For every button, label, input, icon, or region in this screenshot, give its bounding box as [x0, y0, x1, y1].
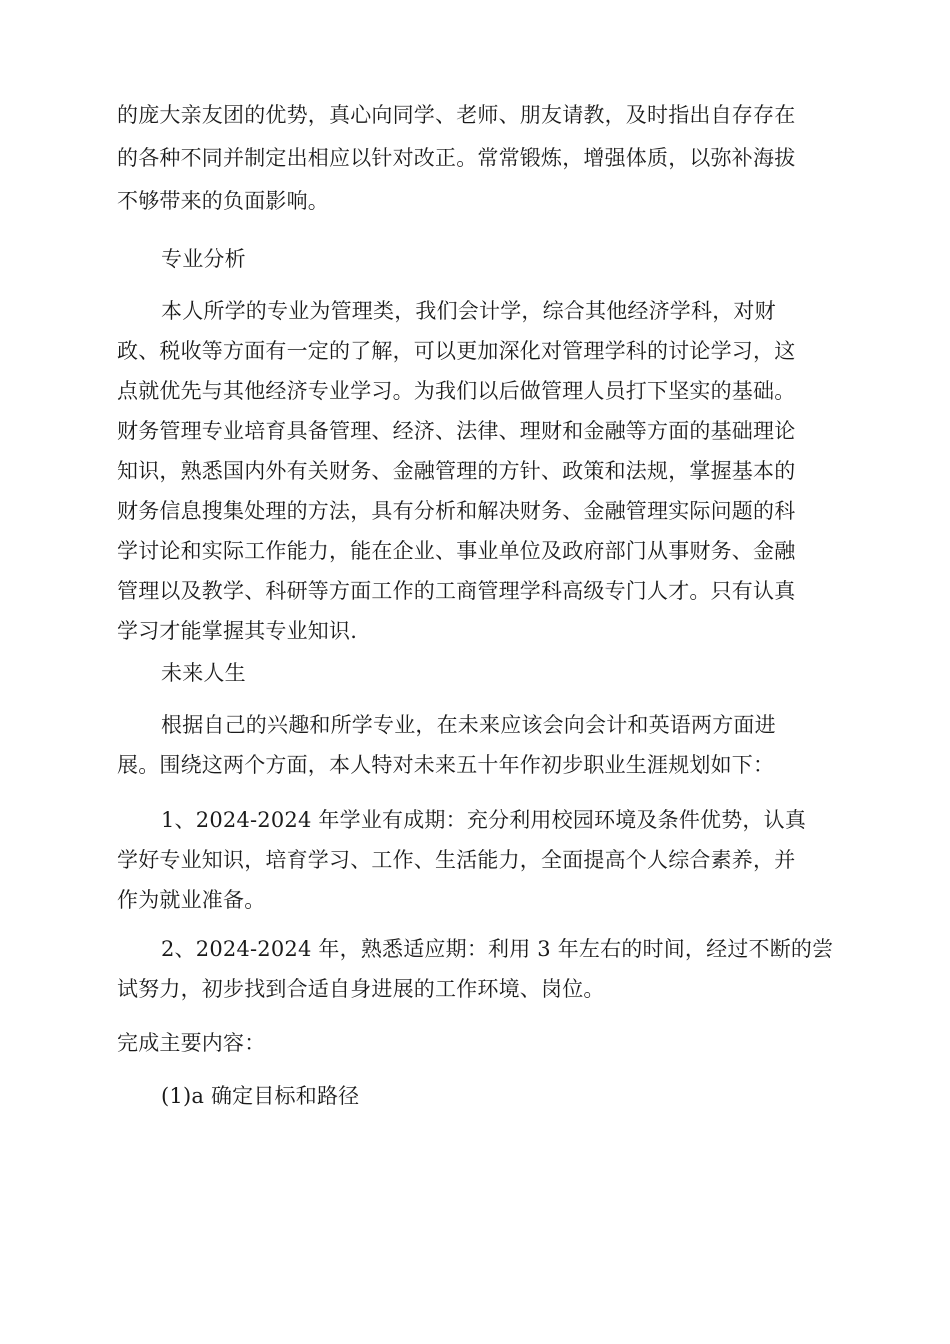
section-heading-major: 专业分析 — [161, 247, 246, 271]
paragraph-line: 点就优先与其他经济专业学习。为我们以后做管理人员打下坚实的基础。 — [117, 379, 796, 403]
paragraph-line: 根据自己的兴趣和所学专业，在未来应该会向会计和英语两方面进 — [161, 713, 776, 737]
paragraph-line: 不够带来的负面影响。 — [117, 189, 329, 213]
main-content-label: 完成主要内容： — [117, 1031, 266, 1055]
paragraph-line: 1、2024-2024 年学业有成期：充分利用校园环境及条件优势，认真 — [161, 808, 807, 832]
paragraph-line: 的各种不同并制定出相应以针对改正。常常锻炼，增强体质，以弥补海拔 — [117, 146, 796, 170]
paragraph-line: 作为就业准备。 — [117, 888, 266, 912]
paragraph-line: 试努力，初步找到合适自身进展的工作环境、岗位。 — [117, 977, 605, 1001]
intro-paragraph — [117, 100, 837, 216]
section-heading-future: 未来人生 — [161, 661, 246, 685]
paragraph-line: 的庞大亲友团的优势，真心向同学、老师、朋友请教，及时指出自存存在 — [117, 103, 796, 127]
paragraph-line: 管理以及教学、科研等方面工作的工商管理学科高级专门人才。只有认真 — [117, 579, 796, 603]
stage-two-paragraph — [117, 934, 837, 1004]
paragraph-line: 学好专业知识，培育学习、工作、生活能力，全面提高个人综合素养，并 — [117, 848, 796, 872]
paragraph-line: 学习才能掌握其专业知识. — [117, 619, 358, 643]
stage-one-paragraph — [117, 805, 837, 915]
future-paragraph — [117, 710, 837, 780]
paragraph-line: 政、税收等方面有一定的了解，可以更加深化对管理学科的讨论学习，这 — [117, 339, 796, 363]
paragraph-line: 2、2024-2024 年，熟悉适应期：利用 3 年左右的时间，经过不断的尝 — [161, 937, 834, 961]
paragraph-line: 本人所学的专业为管理类，我们会计学，综合其他经济学科，对财 — [161, 299, 776, 323]
paragraph-line: 知识，熟悉国内外有关财务、金融管理的方针、政策和法规，掌握基本的 — [117, 459, 796, 483]
paragraph-line: 学讨论和实际工作能力，能在企业、事业单位及政府部门从事财务、金融 — [117, 539, 796, 563]
list-item: (1)a 确定目标和路径 — [161, 1084, 360, 1108]
major-paragraph — [117, 296, 837, 646]
paragraph-line: 展。围绕这两个方面，本人特对未来五十年作初步职业生涯规划如下： — [117, 753, 775, 777]
paragraph-line: 财务管理专业培育具备管理、经济、法律、理财和金融等方面的基础理论 — [117, 419, 796, 443]
paragraph-line: 财务信息搜集处理的方法，具有分析和解决财务、金融管理实际问题的科 — [117, 499, 796, 523]
